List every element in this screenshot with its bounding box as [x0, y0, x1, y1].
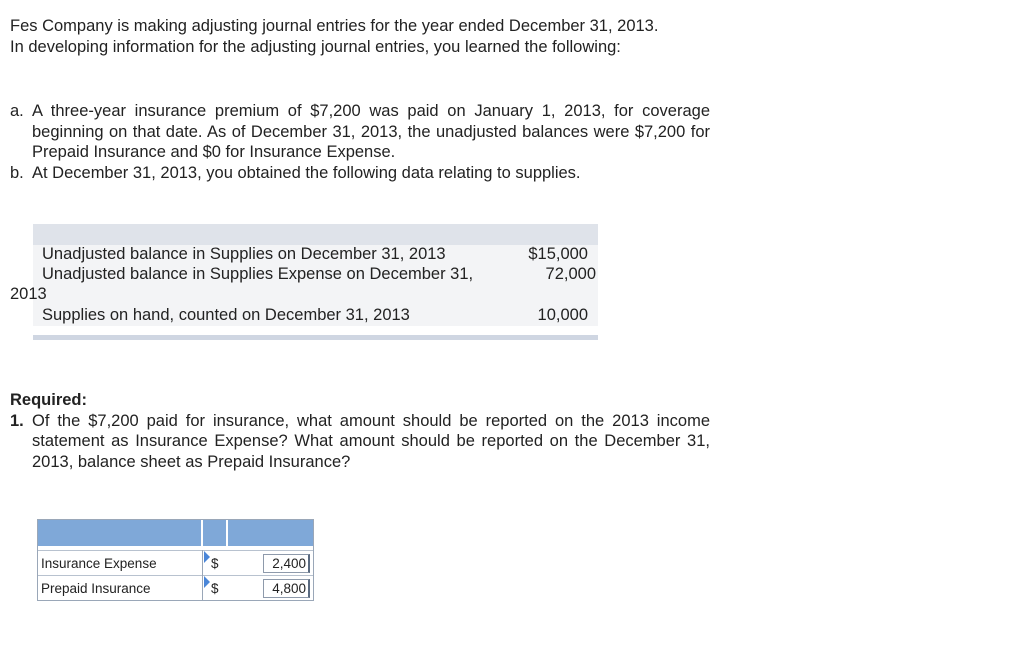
currency-cell — [202, 576, 227, 601]
input-flag-icon — [204, 576, 210, 588]
list-marker: a. — [10, 102, 24, 120]
input-flag-icon — [204, 551, 210, 563]
list-item — [10, 101, 710, 163]
list-marker: b. — [10, 163, 24, 182]
intro-line-2: In developing information for the adjusting journal entries, you learned the following: — [10, 37, 621, 56]
required-section — [10, 390, 710, 472]
currency-cell — [202, 551, 227, 576]
answer-label: Prepaid Insurance — [38, 576, 202, 601]
list-item — [10, 163, 710, 184]
table-header-band — [33, 224, 598, 245]
required-heading: Required: — [10, 391, 88, 409]
problem-intro — [10, 16, 715, 57]
intro-line-1: Fes Company is making adjusting journal entries for the year ended December 31, 2013. — [10, 17, 659, 35]
row-label-continuation: 2013 — [10, 285, 47, 303]
header-cell — [202, 520, 227, 546]
answer-value-cell — [227, 576, 313, 601]
header-cell — [38, 520, 202, 546]
question-1 — [10, 411, 710, 473]
facts-list — [10, 101, 710, 183]
row-value: 10,000 — [537, 306, 588, 324]
answer-value-cell — [227, 551, 313, 576]
prepaid-insurance-input[interactable]: 4,800 — [263, 579, 310, 598]
question-text: Of the $7,200 paid for insurance, what amount should be reported on the 2013 income statement as Insurance Expense? What amount should be reported on the December 31, 2013, balance sheet as Prepaid Insurance? — [32, 411, 710, 471]
answer-table — [37, 519, 314, 601]
row-label: Unadjusted balance in Supplies on December 31, 2013 — [42, 245, 446, 263]
table-row — [38, 551, 313, 576]
insurance-expense-input[interactable]: 2,400 — [263, 554, 310, 573]
supplies-data-table — [10, 224, 598, 341]
header-cell — [227, 520, 313, 546]
answer-header-row — [38, 520, 313, 546]
row-value: 72,000 — [545, 265, 596, 283]
currency-symbol: $ — [210, 580, 219, 596]
row-value: $15,000 — [528, 245, 588, 263]
table-row — [38, 576, 313, 601]
table-footer-rule — [33, 335, 598, 340]
question-marker: 1. — [10, 411, 24, 430]
list-text: A three-year insurance premium of $7,200 was paid on January 1, 2013, for coverage beginning on that date. As of December 31, 2013, the unadjusted balances were $7,200 for Prepaid Insurance and $0 for Insurance Expense. — [32, 102, 710, 161]
list-text: At December 31, 2013, you obtained the following data relating to supplies. — [32, 163, 581, 182]
row-label: Unadjusted balance in Supplies Expense on December 31, — [42, 265, 474, 283]
row-label: Supplies on hand, counted on December 31, 2013 — [42, 306, 410, 324]
answer-label: Insurance Expense — [38, 551, 202, 576]
currency-symbol: $ — [210, 555, 219, 571]
